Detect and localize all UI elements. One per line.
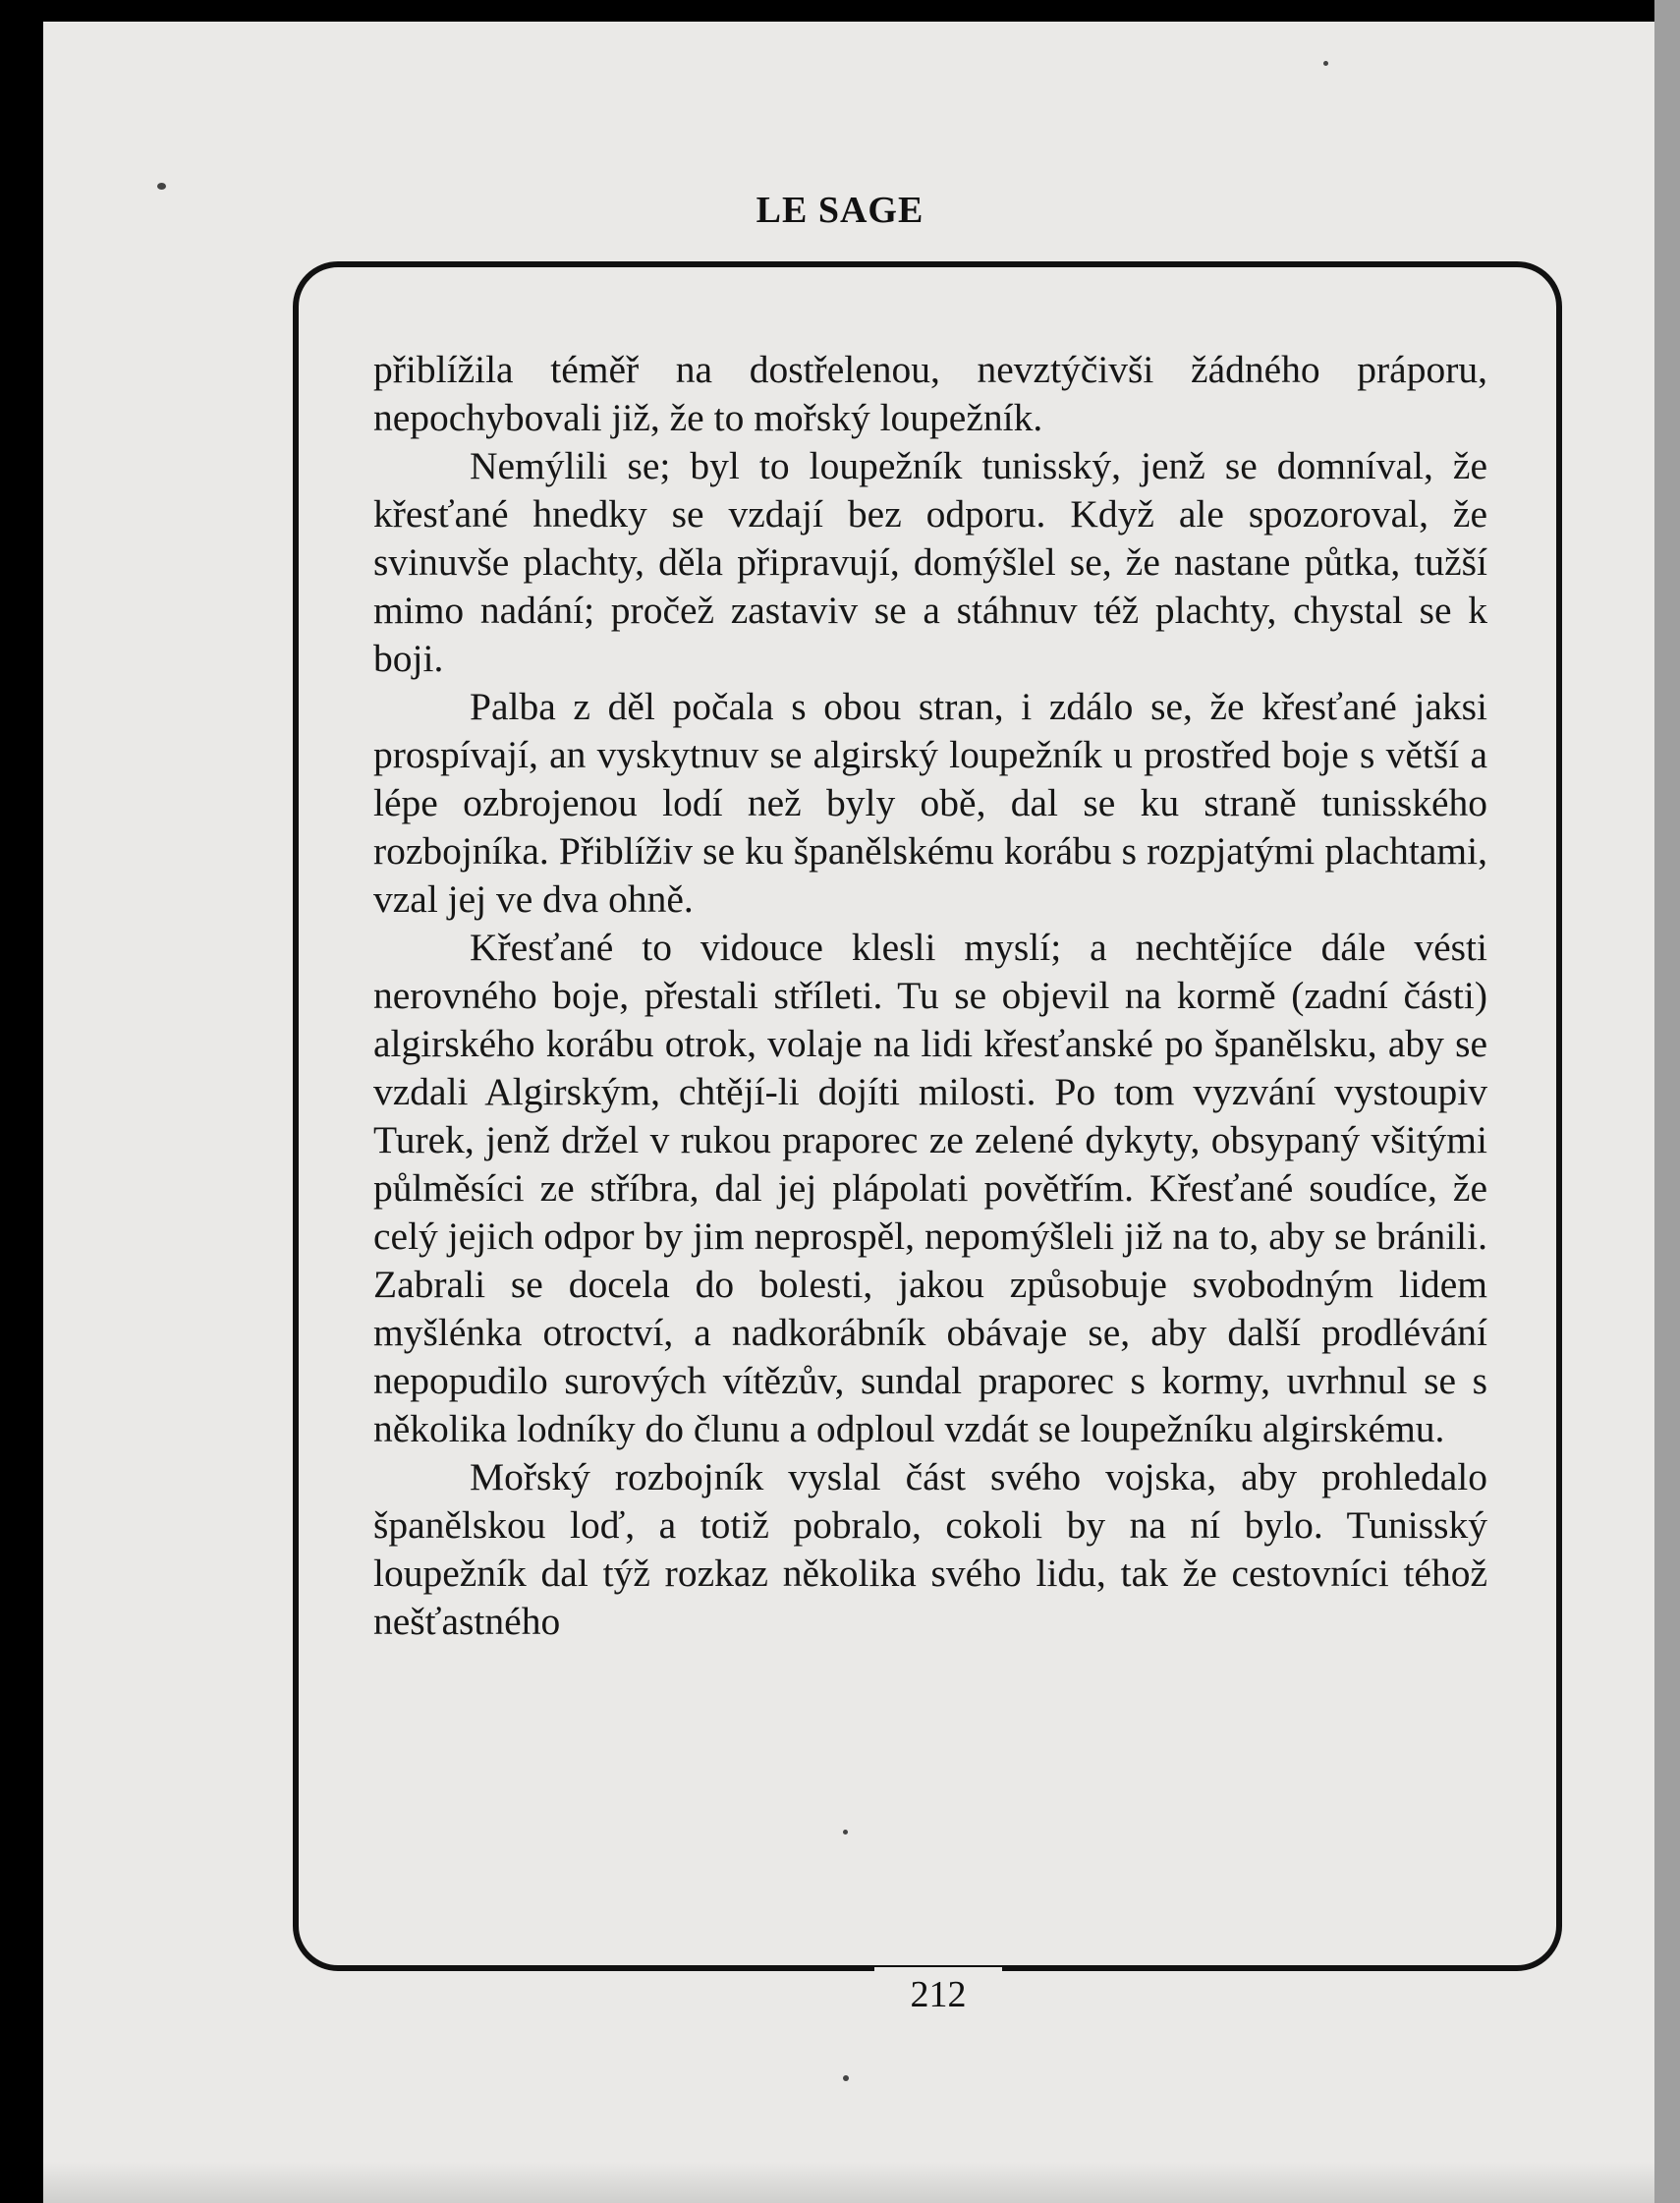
page-bottom-shadow: [43, 2162, 1654, 2203]
page-number: 212: [874, 1967, 1002, 2022]
adjacent-page-edge: [1654, 0, 1680, 2203]
dust-speck: [843, 2075, 849, 2081]
running-head: LE SAGE: [756, 190, 924, 231]
dust-speck: [1323, 61, 1328, 66]
paragraph: Palba z děl počala s obou stran, i zdálo se, že křesťané jaksi prospívají, an vyskytnuv se algirský loupežník u prostřed boje s větší a lépe ozbrojenou lodí než byly obě, dal se ku straně tunisského rozbojníka. Přiblíživ se ku španělskému korábu s rozpjatými plachtami, vzal jej ve dva ohně.: [373, 685, 1487, 921]
paragraph: Křesťané to vidouce klesli myslí; a nechtějíce dále vésti nerovného boje, přestali stříleti. Tu se objevil na kormě (zadní části) algirského korábu otrok, volaje na lidi křesťanské po španělsku, aby se vzdali Algirským, chtějí-li dojíti milosti. Po tom vyzvání vystoupiv Turek, jenž držel v rukou praporec ze zelené dykyty, obsypaný všitými půlměsíci ze stříbra, dal jej plápolati povětřím. Křesťané soudíce, že celý jejich odpor by jim neprospěl, nepomýšleli již na to, aby se bránili. Zabrali se docela do bolesti, jakou způsobuje svobodným lidem myšlénka otroctví, a nadkorábník obávaje se, aby další prodlévání nepopudilo surových vítězův, sundal praporec s kormy, uvrhnul se s několika lodníky do člunu a odploul vzdát se loupežníku algirskému.: [373, 926, 1487, 1450]
paragraph: Nemýlili se; byl to loupežník tunisský, jenž se domníval, že křesťané hnedky se vzdají bez odporu. Když ale spozoroval, že svinuvše plachty, děla připravují, domýšlel se, že nastane půtka, tužší mimo nadání; pročež zastaviv se a stáhnuv též plachty, chystal se k boji.: [373, 444, 1487, 680]
paragraph: přiblížila téměř na dostřelenou, nevztýčivši žádného práporu, nepochybovali již, že to mořský loupežník.: [373, 348, 1487, 439]
body-text: [373, 346, 1487, 1646]
paragraph: Mořský rozbojník vyslal část svého vojska, aby prohledalo španělskou loď, a totiž pobralo, cokoli by na ní bylo. Tunisský loupežník dal týž rozkaz několika svého lidu, tak že cestovníci téhož nešťastného: [373, 1455, 1487, 1643]
